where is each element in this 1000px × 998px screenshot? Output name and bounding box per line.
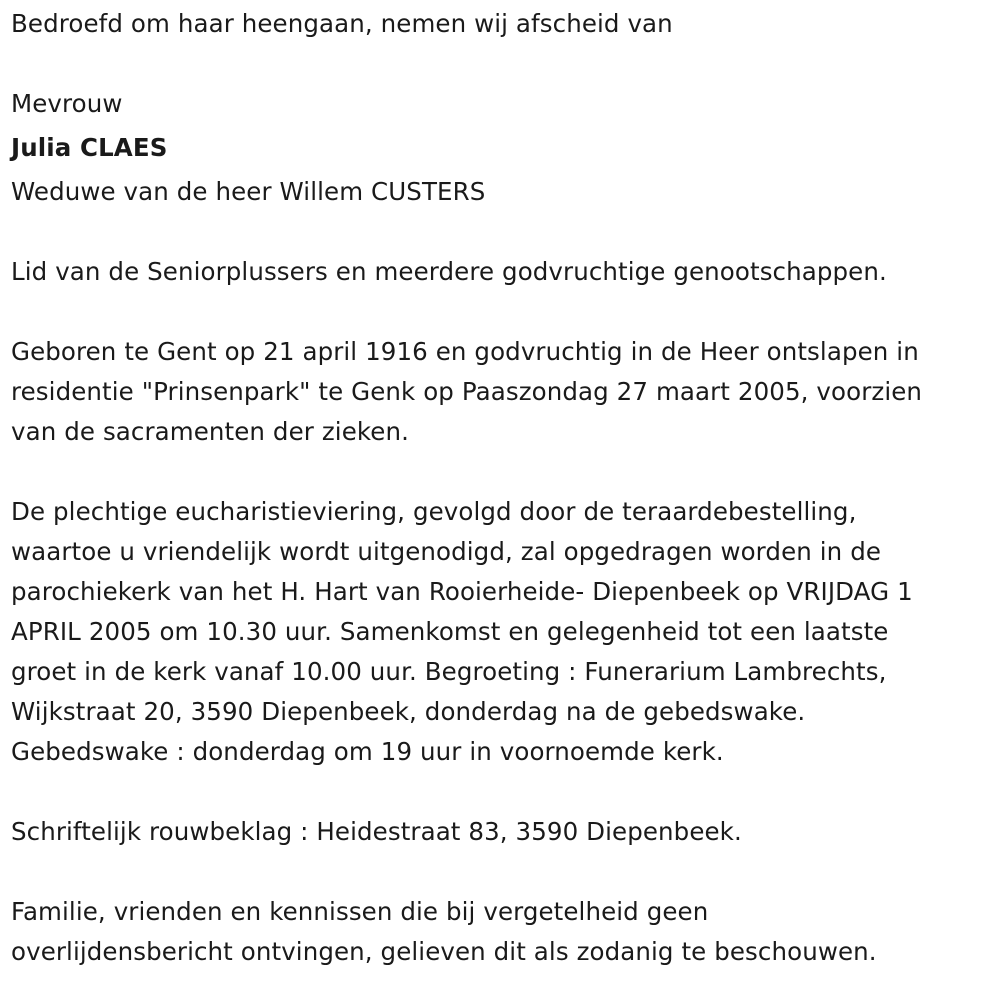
spacer: [11, 772, 996, 812]
intro-line: Bedroefd om haar heengaan, nemen wij afscheid van: [11, 9, 673, 38]
paragraph-line: van de sacramenten der zieken.: [11, 417, 409, 446]
salutation: Mevrouw: [11, 89, 123, 118]
birth-death-paragraph: [11, 332, 996, 452]
paragraph-line: Gebedswake : donderdag om 19 uur in voornoemde kerk.: [11, 737, 724, 766]
paragraph-line: De plechtige eucharistieviering, gevolgd door de teraardebestelling,: [11, 497, 857, 526]
spacer: [11, 852, 996, 892]
paragraph-line: residentie "Prinsenpark" te Genk op Paaszondag 27 maart 2005, voorzien: [11, 377, 923, 406]
paragraph-line: waartoe u vriendelijk wordt uitgenodigd, zal opgedragen worden in de: [11, 537, 882, 566]
paragraph-line: overlijdensbericht ontvingen, gelieven dit als zodanig te beschouwen.: [11, 937, 877, 966]
paragraph-line: parochiekerk van het H. Hart van Rooierheide- Diepenbeek op VRIJDAG 1: [11, 577, 913, 606]
paragraph-line: Familie, vrienden en kennissen die bij vergetelheid geen: [11, 897, 709, 926]
condolences-line: Schriftelijk rouwbeklag : Heidestraat 83, 3590 Diepenbeek.: [11, 817, 742, 846]
paragraph-line: groet in de kerk vanaf 10.00 uur. Begroeting : Funerarium Lambrechts,: [11, 657, 887, 686]
membership-line: Lid van de Seniorplussers en meerdere godvruchtige genootschappen.: [11, 257, 887, 286]
paragraph-line: Geboren te Gent op 21 april 1916 en godvruchtig in de Heer ontslapen in: [11, 337, 919, 366]
spacer: [11, 452, 996, 492]
death-notice: [11, 4, 996, 972]
spacer: [11, 292, 996, 332]
spacer: [11, 212, 996, 252]
paragraph-line: APRIL 2005 om 10.30 uur. Samenkomst en gelegenheid tot een laatste: [11, 617, 889, 646]
deceased-name: Julia CLAES: [11, 133, 168, 162]
spouse-line: Weduwe van de heer Willem CUSTERS: [11, 177, 486, 206]
paragraph-line: Wijkstraat 20, 3590 Diepenbeek, donderdag na de gebedswake.: [11, 697, 806, 726]
ceremony-paragraph: [11, 492, 996, 772]
spacer: [11, 44, 996, 84]
closing-paragraph: [11, 892, 996, 972]
